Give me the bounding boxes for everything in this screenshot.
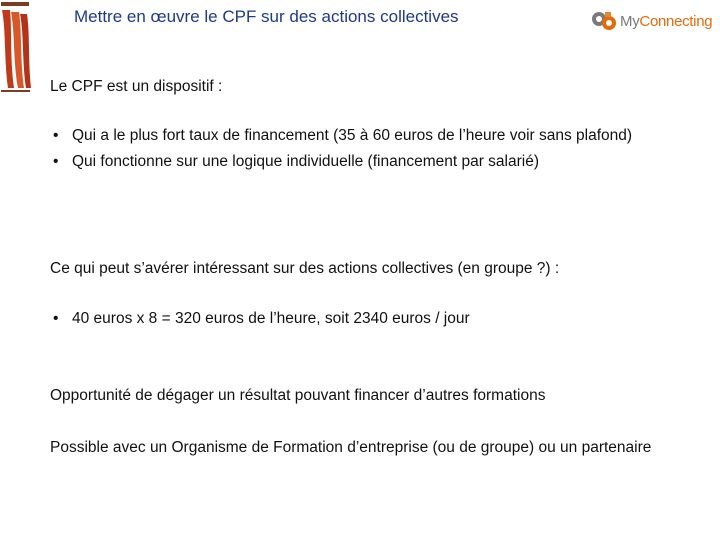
bullet-dot: • [53,127,59,144]
brand-name-connecting: Connecting [639,12,713,30]
bullet-list-2 [50,306,690,332]
puzzle-gears-icon [590,9,618,33]
intro-text: Le CPF est un dispositif : [50,78,223,95]
bullet-list-1 [50,123,690,175]
myconnecting-logo [590,8,712,34]
list-item-text: 40 euros x 8 = 320 euros de l’heure, soit 2340 euros / jour [72,310,470,327]
possible-text: Possible avec un Organisme de Formation d’entreprise (ou de groupe) ou un partenaire [50,439,652,456]
college-emblem-icon [0,0,34,96]
brand-name [620,13,712,30]
collective-text: Ce qui peut s’avérer intéressant sur des actions collectives (en groupe ?) : [50,260,560,277]
list-item [50,149,690,175]
list-item-text: Qui a le plus fort taux de financement (35 à 60 euros de l’heure voir sans plafond) [72,127,633,144]
opportunity-text: Opportunité de dégager un résultat pouvant financer d’autres formations [50,387,546,404]
list-item-text: Qui fonctionne sur une logique individuelle (financement par salarié) [72,153,539,170]
list-item [50,123,690,149]
bullet-dot: • [53,310,59,327]
slide-title: Mettre en œuvre le CPF sur des actions collectives [74,7,459,26]
brand-name-my: My [620,12,640,30]
list-item [50,306,690,332]
bullet-dot: • [53,153,59,170]
